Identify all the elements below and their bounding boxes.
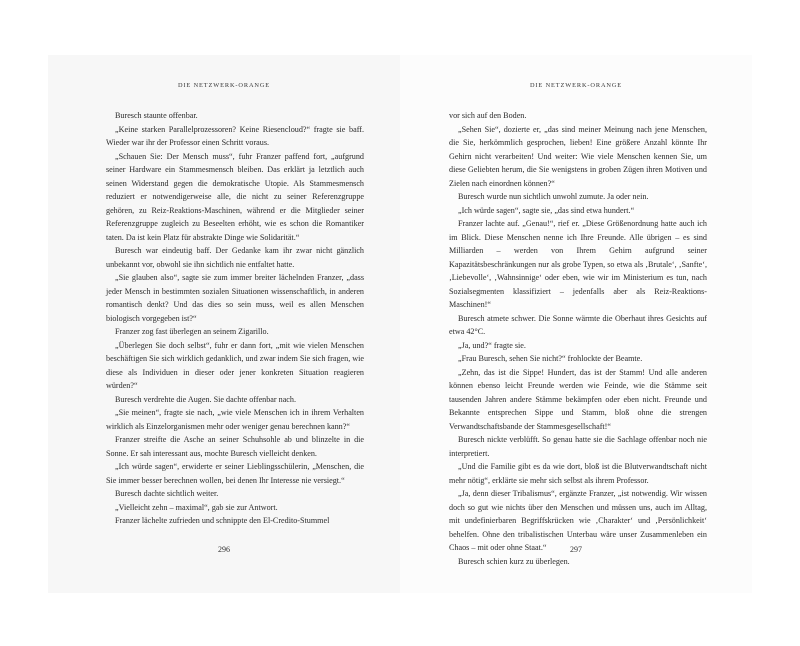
paragraph: „Überlegen Sie doch selbst“, fuhr er dann fort, „mit wie vielen Menschen beschäftigen Sie sich wirklich gedanklich, und zwar indem Sie sich fragen, wie diese als Individuen in dieser oder jener konkreten Situation reagieren würden?“ bbox=[106, 340, 364, 390]
page-body bbox=[106, 109, 364, 528]
paragraph: „Ich würde sagen“, erwiderte er seiner Lieblingsschülerin, „Menschen, die Sie immer besser berechnen wollen, bei denen Ihr Interesse nie versiegt.“ bbox=[106, 462, 364, 485]
paragraph: Buresch atmete schwer. Die Sonne wärmte die Oberhaut ihres Gesichts auf etwa 42°C. bbox=[449, 313, 707, 336]
paragraph: Franzer lächelte zufrieden und schnippte den El-Credito-Stummel bbox=[115, 516, 330, 525]
paragraph: „Schauen Sie: Der Mensch muss“, fuhr Franzer paffend fort, „aufgrund seiner Hardware ein Stammesmensch bleiben. Das erklärt ja letztlich auch seinen Widerstand gegen die demokratische Utopie. Als Stammesmensch reduziert er notwendigerweise alle, die nicht zu seiner Referenzgruppe gehören, zu Reiz-Reaktions-Maschinen, während er die Mitglieder seiner Referenzgruppe zugleich zu Beseelten erhöht, wie es schon die Romantiker taten. Da ist kein Platz für abstrakte Dinge wie Solidarität.“ bbox=[106, 151, 364, 242]
page-number: 296 bbox=[218, 545, 230, 554]
running-head: DIE NETZWERK-ORANGE bbox=[177, 82, 271, 89]
paragraph: „Und die Familie gibt es da wie dort, bloß ist die Blutverwandtschaft nicht mehr nötig“, erklärte sie mehr sich selbst als ihrem Professor. bbox=[449, 462, 707, 485]
paragraph: „Zehn, das ist die Sippe! Hundert, das ist der Stamm! Und alle anderen können ebenso leicht Freunde werden wie Feinde, wie die Stämme seit tausenden Jahren andere Stämme bekämpfen oder eben nicht. Freunde und Bekannte entsprechen Sippe und Stamm, bloß ohne die strengen Verwandtschaftsbande der Stammesgesellschaft!“ bbox=[449, 367, 707, 431]
paragraph: Buresch schien kurz zu überlegen. bbox=[458, 556, 570, 566]
paragraph: „Sie meinen“, fragte sie nach, „wie viele Menschen ich in ihrem Verhalten wirklich als Einzelorganismen mehr oder weniger genau berechnen kann?“ bbox=[106, 408, 364, 431]
paragraph: „Ja, denn dieser Tribalismus“, ergänzte Franzer, „ist notwendig. Wir wissen doch so gut wie nichts über den Menschen und müssen uns, auch im Alltag, mit undefinierbaren Begriffskrücken wie ‚Charakter‘ und ‚Persönlichkeit‘ behelfen. Ohne den tribalistischen Unterbau wäre unser Zusammenleben ein Chaos – mit oder ohne Staat.“ bbox=[449, 489, 707, 552]
paragraph: Buresch verdrehte die Augen. Sie dachte offenbar nach. bbox=[115, 394, 297, 404]
running-head: DIE NETZWERK-ORANGE bbox=[529, 82, 623, 89]
book-spread bbox=[48, 55, 752, 593]
paragraph: Buresch staunte offenbar. bbox=[115, 111, 198, 120]
page-body bbox=[449, 109, 707, 568]
paragraph: „Frau Buresch, sehen Sie nicht?“ frohlockte der Beamte. bbox=[458, 354, 643, 363]
paragraph: Franzer zog fast überlegen an seinem Zigarillo. bbox=[115, 327, 269, 336]
paragraph: Franzer lachte auf. „Genau!“, rief er. „Diese Größenordnung hatte auch ich im Blick. Diese Menschen nenne ich Ihre Freunde. Alle übrigen – es sind Milliarden – werden von Ihrem Gehirn aufgrund seiner Kapazitätsbeschränkungen nur als grobe Typen, so etwa als ‚Brutale‘, ‚Sanfte‘, ‚Liebevolle‘, ‚Wahnsinnige‘ oder eben, wie wir im Ministerium es tun, nach Sozialsegmenten klassifiziert – jedenfalls aber als Reiz-Reaktions-Maschinen!“ bbox=[449, 219, 707, 309]
paragraph: „Keine starken Parallelprozessoren? Keine Riesencloud?“ fragte sie baff. Wieder war ihr der Professor einen Schritt voraus. bbox=[106, 124, 364, 147]
page-number: 297 bbox=[570, 545, 582, 554]
paragraph: „Ja, und?“ fragte sie. bbox=[458, 340, 526, 350]
left-page bbox=[48, 55, 400, 593]
paragraph: „Ich würde sagen“, sagte sie, „das sind etwa hundert.“ bbox=[458, 205, 635, 215]
paragraph: „Vielleicht zehn – maximal“, gab sie zur Antwort. bbox=[115, 502, 278, 512]
paragraph: Buresch wurde nun sichtlich unwohl zumute. Ja oder nein. bbox=[458, 192, 649, 201]
paragraph: Buresch dachte sichtlich weiter. bbox=[115, 489, 219, 498]
paragraph: vor sich auf den Boden. bbox=[449, 111, 527, 120]
right-page bbox=[400, 55, 752, 593]
paragraph: Buresch nickte verblüfft. So genau hatte sie die Sachlage offenbar noch nie interpretiert. bbox=[449, 435, 707, 458]
paragraph: „Sie glauben also“, sagte sie zum immer breiter lächelnden Franzer, „dass jeder Mensch in bestimmten sozialen Situationen wissenschaftlich, in anderen romantisch denkt? Und das dies so sein muss, weil es allen Menschen biologisch vorgegeben ist?“ bbox=[106, 273, 364, 323]
paragraph: „Sehen Sie“, dozierte er, „das sind meiner Meinung nach jene Menschen, die Sie, herkömmlich gesprochen, lieben! Eine größere Anzahl könnte Ihr Gehirn nicht verarbeiten! Und weiter: Wie viele Menschen kennen Sie, um diese Geliebten herum, die Sie wenigstens in groben Zügen ihren Motiven und Zielen nach einordnen können?“ bbox=[449, 124, 707, 188]
paragraph: Franzer streifte die Asche an seiner Schuhsohle ab und blinzelte in die Sonne. Er sah interessant aus, mochte Buresch vielleicht denken. bbox=[106, 435, 364, 458]
paragraph: Buresch war eindeutig baff. Der Gedanke kam ihr zwar nicht gänzlich unbekannt vor, obwohl sie ihn sichtlich nie entfaltet hatte. bbox=[106, 246, 364, 269]
